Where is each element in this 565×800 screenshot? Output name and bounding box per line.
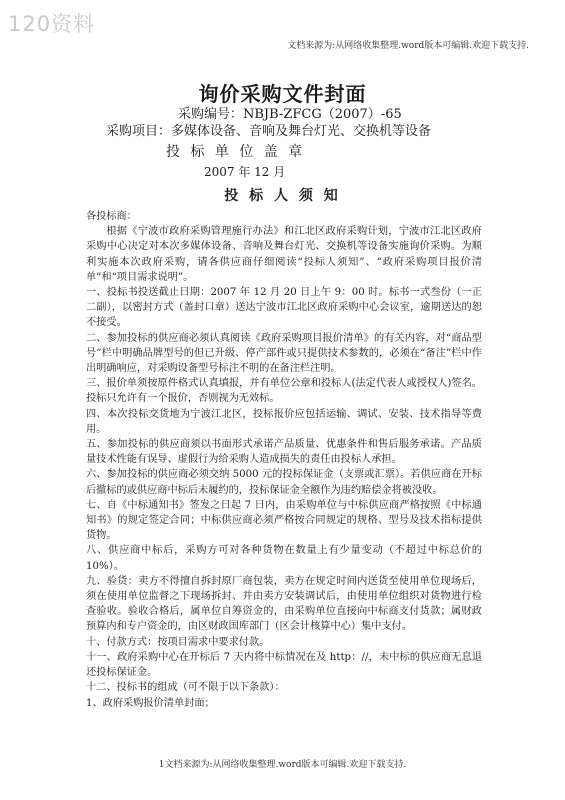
paragraph-10: 十、付款方式：按项目需求中要求付款。	[86, 636, 270, 648]
paragraph-5: 五、参加投标的供应商须以书面形式承诺产品质量、优惠条件和售后服务承诺。产品质量技术性能有误导、虚假行为给采购人造成损失的责任由投标人承担。	[86, 439, 482, 466]
footer-note: 1文档来源为:从网络收集整理.word版本可编辑.欢迎下载支持.	[158, 760, 407, 770]
paragraph-9: 九、验货：卖方不得擅自拆封原厂商包装，卖方在规定时间内送货至使用单位现场后，须在使用单位监督之下现场拆封、并由卖方安装调试后，由使用单位组织对货物进行检查验收。验收合格后，属单位自筹资金的，由采购单位直接向中标商支付货款；属财政预算内和专户资金的，由区财政国库部门（区会计核算中心）集中支付。	[86, 575, 482, 633]
paragraph-7: 七、自《中标通知书》签发之日起 7 日内，由采购单位与中标供应商严格按照《中标通知书》的规定签定合同；中标供应商必须严格按合同规定的规格、型号及技术指标提供货物。	[86, 499, 482, 542]
paragraph-8: 八、供应商中标后，采购方可对各种货物在数量上有少量变动（不超过中标总价的 10%）。	[86, 545, 482, 572]
notice-title: 投 标 人 须 知	[224, 188, 341, 204]
salutation: 各投标商：	[86, 211, 137, 222]
page-title: 询价采购文件封面	[198, 82, 367, 106]
paragraph-3: 三、报价单须按原件格式认真填报，并有单位公章和投标人(法定代表人或授权人)签名。投标只允许有一个报价，否则视为无效标。	[86, 378, 482, 405]
procurement-number: 采购编号：NBJB-ZFCG（2007）-65	[178, 107, 402, 122]
list-item-1: 1、政府采购报价清单封面；	[86, 697, 215, 709]
paragraph-11: 十一、政府采购中心在开标后 7 天内将中标情况在及 http：//，未中标的供应商无息退还投标保证金。	[86, 651, 482, 679]
paragraph-1: 一、投标书投送截止日期：2007 年 12 月 20 日上午 9：00 时。标书一式叁份（一正二副），以密封方式（盖封口章）送达宁波市江北区政府采购中心会议室，逾期送达的恕不接受。	[86, 287, 482, 329]
header-note: 文档来源为:从网络收集整理.word版本可编辑.欢迎下载支持.	[287, 41, 529, 51]
cover-date: 2007 年 12 月	[204, 165, 286, 179]
paragraph-6: 六、参加投标的供应商必须交纳 5000 元的投标保证金（支票或汇票）。若供应商在开标后撤标的或供应商中标后未履约的，投标保证金全额作为违约赔偿金将被没收。	[86, 469, 482, 496]
paragraph-2: 二、参加投标的供应商必须认真阅读《政府采购项目报价清单》的有关内容，对“商品型号”栏中明确品牌型号的但已升级、停产部件或只提供技术参数的，必须在“备注”栏中作出明确响应，对采购设备型号标注不明的在备注栏注明。	[86, 332, 482, 375]
paragraph-12: 十二、投标书的组成（可不限于以下条款）：	[86, 682, 285, 694]
watermark-logo: 120资料	[8, 12, 96, 36]
paragraph-intro: 根据《宁波市政府采购管理施行办法》和江北区政府采购计划，宁波市江北区政府采购中心决定对本次多媒体设备、音响及舞台灯光、交换机等设备实施询价采购。为顺利实施本次政府采购，请各供应商仔细阅读“投标人须知”、“政府采购项目报价清单”和“项目需求说明”。	[86, 226, 482, 283]
bidder-seal-label: 投 标 单 位 盖 章	[166, 144, 306, 160]
procurement-project: 采购项目：多媒体设备、音响及舞台灯光、交换机等设备	[106, 124, 432, 139]
notice-body	[86, 209, 482, 711]
paragraph-4: 四、本次投标交货地为宁波江北区，投标报价应包括运输、调试、安装、技术指导等费用。	[86, 408, 482, 435]
